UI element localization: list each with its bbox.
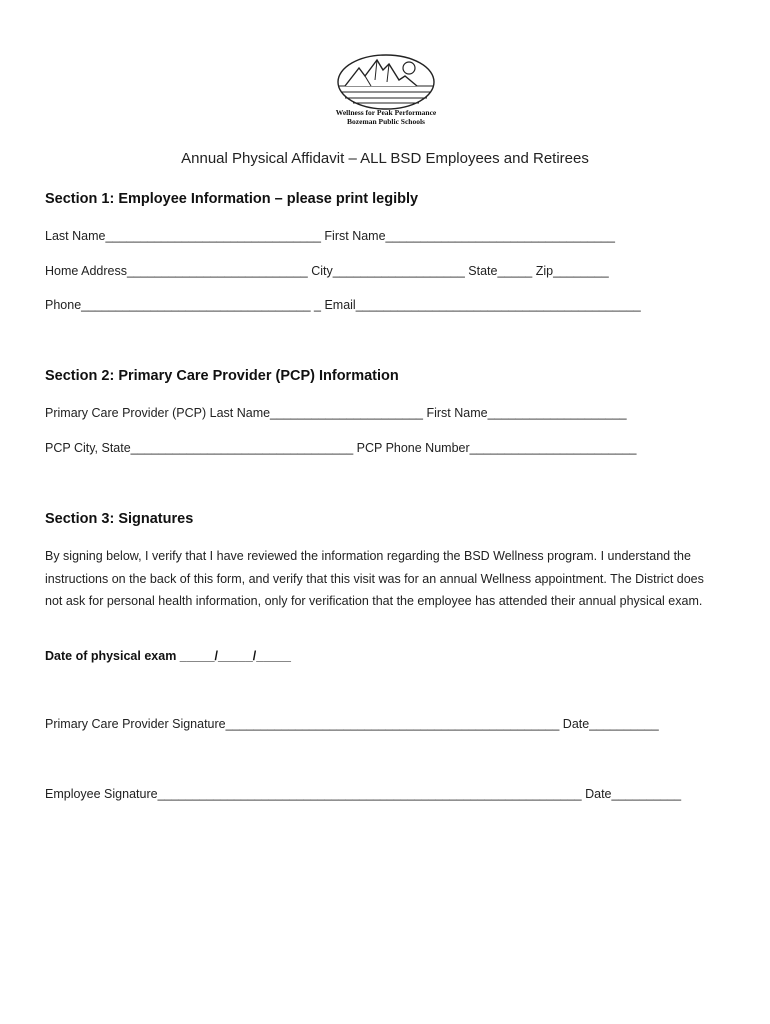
section3-heading: Section 3: Signatures bbox=[45, 511, 194, 527]
last-first-name-row: Last Name_______________________________ First Name_________________________________ bbox=[45, 229, 615, 243]
mountain-logo-icon bbox=[325, 50, 447, 110]
verification-text: By signing below, I verify that I have reviewed the information regarding the BSD Wellness program. I understand the instructions on the back of this form, and verify that this visit was for an annual Wellness appointment. The District does not ask for personal health information, only for verification that the employee has attended their annual physical exam. bbox=[45, 549, 704, 608]
section2-heading: Section 2: Primary Care Provider (PCP) Information bbox=[45, 368, 399, 384]
section1-heading: Section 1: Employee Information – please print legibly bbox=[45, 191, 419, 207]
employee-signature-line: Employee Signature_____________________________________________________________ Date__________ bbox=[45, 787, 682, 801]
phone-email-row: Phone_________________________________ _ Email_________________________________________ bbox=[45, 298, 641, 312]
wellness-logo bbox=[325, 50, 447, 130]
address-row: Home Address__________________________ City___________________ State_____ Zip________ bbox=[45, 264, 609, 278]
verification-paragraph bbox=[45, 545, 705, 613]
document-title: Annual Physical Affidavit – ALL BSD Employees and Retirees bbox=[181, 150, 589, 167]
logo-tagline: Wellness for Peak Performance bbox=[335, 108, 437, 117]
logo-school-name: Bozeman Public Schools bbox=[347, 117, 425, 126]
pcp-signature-line: Primary Care Provider Signature________________________________________________ Date__________ bbox=[45, 717, 659, 731]
date-of-exam-field: Date of physical exam _____/_____/_____ bbox=[45, 649, 292, 663]
pcp-name-row: Primary Care Provider (PCP) Last Name______________________ First Name____________________ bbox=[45, 406, 627, 420]
pcp-city-phone-row: PCP City, State________________________________ PCP Phone Number________________________ bbox=[45, 441, 637, 455]
